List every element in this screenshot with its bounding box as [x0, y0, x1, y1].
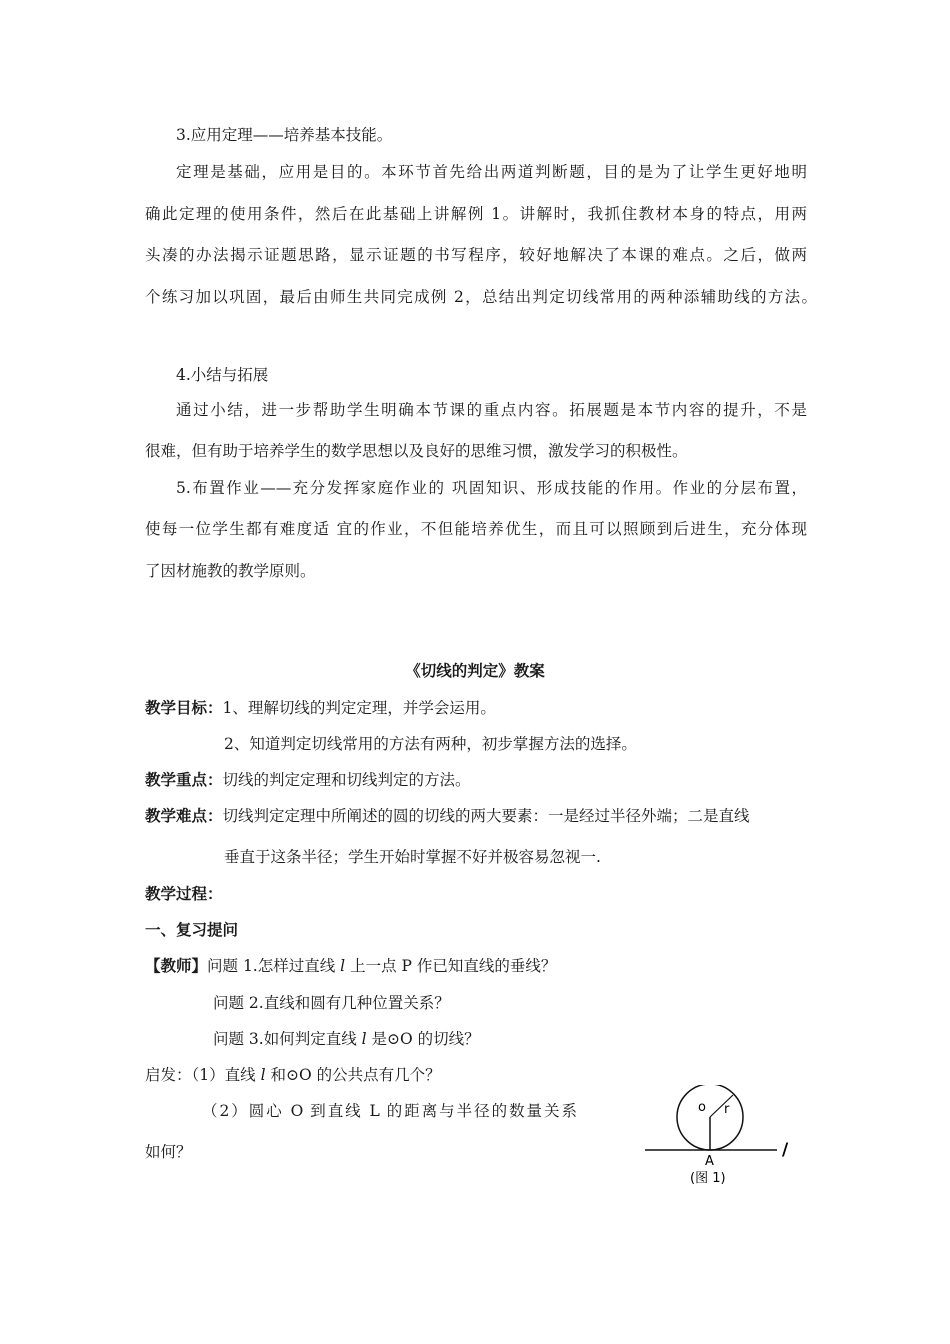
item5-line-2: 使每一位学生都有难度适 宜的作业，不但能培养优生，而且可以照顾到后进生，充分体现 [145, 520, 807, 538]
key-row [145, 769, 471, 791]
item4-title: 4.小结与拓展 [176, 366, 269, 384]
item3-line-2: 确此定理的使用条件，然后在此基础上讲解例 1。讲解时，我抓住教材本身的特点，用两 [145, 205, 807, 223]
hint-label: 启发： [145, 1066, 192, 1084]
hint-1-a: （1）直线 [191, 1066, 261, 1084]
hint-1-line-symbol: l [260, 1066, 266, 1084]
hint-2: （2）圆心 O 到直线 L 的距离与半径的数量关系 [202, 1102, 577, 1120]
radius-r [710, 1095, 733, 1117]
process-label: 教学过程： [145, 885, 223, 903]
question-3-row [213, 1028, 480, 1050]
question-3-a: 问题 3.如何判定直线 [213, 1030, 362, 1048]
item3-line-1: 定理是基础，应用是目的。本环节首先给出两道判断题，目的是为了让学生更好地明 [176, 163, 807, 181]
question-3-line-symbol: l [361, 1030, 367, 1048]
item4-line-1: 通过小结，进一步帮助学生明确本节课的重点内容。拓展题是本节内容的提升，不是 [176, 401, 807, 419]
question-2: 问题 2.直线和圆有几种位置关系？ [213, 994, 450, 1012]
radius-label: r [724, 1102, 730, 1117]
question-3-b: 是⊙O 的切线？ [366, 1030, 480, 1048]
hint-1-row [145, 1064, 441, 1086]
goals-row [145, 697, 496, 719]
key-text: 切线的判定定理和切线判定的方法。 [222, 771, 471, 789]
item5-line-1: 5.布置作业——充分发挥家庭作业的 巩固知识、形成技能的作用。作业的分层布置， [176, 479, 807, 497]
hint-2-continued: 如何？ [145, 1143, 192, 1161]
goal-1: 1、理解切线的判定定理，并学会运用。 [222, 699, 496, 717]
difficulty-text-2: 垂直于这条半径；学生开始时掌握不好并极容易忽视一. [224, 848, 601, 866]
item3-line-4: 个练习加以巩固，最后由师生共同完成例 2，总结出判定切线常用的两种添辅助线的方法。 [145, 288, 817, 306]
item3-line-3: 头凑的办法揭示证题思路，显示证题的书写程序，较好地解决了本课的难点。之后，做两 [145, 246, 807, 264]
line-l-label: / [782, 1140, 789, 1160]
difficulty-row [145, 805, 807, 827]
item4-line-2: 很难，但有助于培养学生的数学思想以及良好的思维习惯，激发学习的积极性。 [145, 442, 688, 460]
center-label: o [698, 1100, 706, 1115]
question-1-row [145, 955, 556, 977]
point-a-label: A [705, 1154, 714, 1169]
item5-line-3: 了因材施教的教学原则。 [145, 562, 316, 580]
question-1-a: 问题 1.怎样过直线 [207, 957, 341, 975]
difficulty-text-1: 切线判定定理中所阐述的圆的切线的两大要素：一是经过半径外端；二是直线 [222, 807, 750, 825]
item3-title: 3.应用定理——培养基本技能。 [176, 126, 393, 144]
figure-1 [640, 1085, 810, 1190]
goals-label: 教学目标： [145, 699, 223, 717]
hint-1-b: 和⊙O 的公共点有几个？ [265, 1066, 441, 1084]
review-label: 一、复习提问 [145, 921, 239, 939]
teacher-label: 【教师】 [145, 957, 208, 975]
plan-title: 《切线的判定》教案 [405, 662, 545, 680]
question-1-b: 上一点 P 作已知直线的垂线？ [345, 957, 557, 975]
figure-caption: (图 1) [690, 1171, 726, 1186]
tangent-circle-diagram [640, 1085, 810, 1190]
goal-2: 2、知道判定切线常用的方法有两种，初步掌握方法的选择。 [224, 735, 637, 753]
difficulty-label: 教学难点： [145, 807, 223, 825]
question-1-line-symbol: l [340, 957, 346, 975]
key-label: 教学重点： [145, 771, 223, 789]
